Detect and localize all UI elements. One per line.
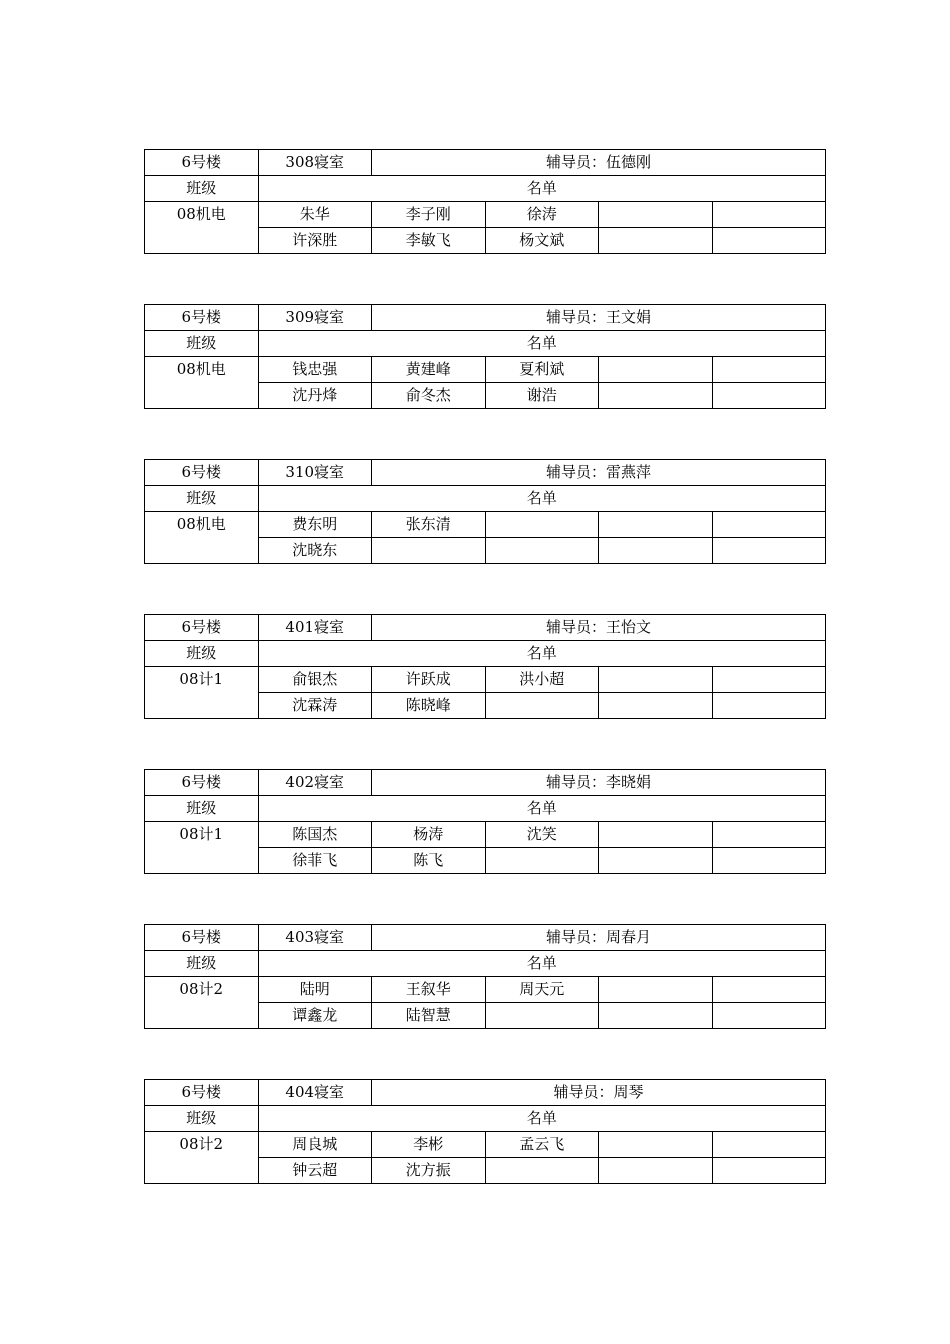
student-name-cell (712, 848, 826, 874)
dorm-table (144, 149, 826, 254)
counselor-label: 辅导员： (553, 1083, 614, 1101)
building-cell: 6号楼 (145, 925, 259, 951)
class-cell: 08计2 (145, 1132, 259, 1184)
building-cell: 6号楼 (145, 460, 259, 486)
student-name-cell: 沈丹烽 (258, 383, 372, 409)
student-name-cell: 费东明 (258, 512, 372, 538)
student-name-cell (712, 202, 826, 228)
student-name-cell (599, 202, 713, 228)
class-header: 班级 (145, 331, 259, 357)
student-name-cell (712, 512, 826, 538)
dorm-header-row (145, 305, 826, 331)
room-cell: 309寝室 (258, 305, 372, 331)
roster-header: 名单 (258, 1106, 826, 1132)
building-cell: 6号楼 (145, 1080, 259, 1106)
building-cell: 6号楼 (145, 305, 259, 331)
student-name-cell (599, 1158, 713, 1184)
counselor-name: 伍德刚 (606, 153, 652, 171)
counselor-label: 辅导员： (546, 618, 607, 636)
counselor-cell (372, 770, 826, 796)
dorm-header-row (145, 615, 826, 641)
roster-row (145, 667, 826, 693)
building-cell: 6号楼 (145, 770, 259, 796)
student-name-cell (485, 848, 599, 874)
student-name-cell: 钱忠强 (258, 357, 372, 383)
class-cell: 08机电 (145, 357, 259, 409)
student-name-cell (599, 667, 713, 693)
room-cell: 310寝室 (258, 460, 372, 486)
counselor-cell (372, 615, 826, 641)
student-name-cell: 陆明 (258, 977, 372, 1003)
student-name-cell: 李子刚 (372, 202, 486, 228)
student-name-cell: 徐涛 (485, 202, 599, 228)
column-header-row (145, 641, 826, 667)
student-name-cell: 陈晓峰 (372, 693, 486, 719)
student-name-cell (712, 228, 826, 254)
class-cell: 08计1 (145, 667, 259, 719)
student-name-cell (599, 538, 713, 564)
room-cell: 404寝室 (258, 1080, 372, 1106)
dorm-header-row (145, 460, 826, 486)
student-name-cell: 陈飞 (372, 848, 486, 874)
student-name-cell: 俞冬杰 (372, 383, 486, 409)
class-cell: 08机电 (145, 512, 259, 564)
room-cell: 401寝室 (258, 615, 372, 641)
roster-header: 名单 (258, 796, 826, 822)
student-name-cell: 周天元 (485, 977, 599, 1003)
student-name-cell (712, 357, 826, 383)
class-header: 班级 (145, 176, 259, 202)
student-name-cell: 周良城 (258, 1132, 372, 1158)
room-cell: 308寝室 (258, 150, 372, 176)
column-header-row (145, 486, 826, 512)
student-name-cell (712, 693, 826, 719)
student-name-cell (712, 1132, 826, 1158)
student-name-cell: 沈霖涛 (258, 693, 372, 719)
counselor-cell (372, 1080, 826, 1106)
student-name-cell (599, 357, 713, 383)
counselor-label: 辅导员： (546, 773, 607, 791)
room-cell: 403寝室 (258, 925, 372, 951)
dorm-header-row (145, 770, 826, 796)
dorm-table (144, 769, 826, 874)
student-name-cell (485, 1003, 599, 1029)
counselor-label: 辅导员： (546, 153, 607, 171)
dorm-header-row (145, 925, 826, 951)
dorm-table (144, 1079, 826, 1184)
roster-header: 名单 (258, 641, 826, 667)
student-name-cell (712, 1158, 826, 1184)
counselor-cell (372, 150, 826, 176)
class-cell: 08计1 (145, 822, 259, 874)
student-name-cell (599, 822, 713, 848)
student-name-cell (485, 1158, 599, 1184)
student-name-cell (599, 383, 713, 409)
student-name-cell (599, 228, 713, 254)
roster-row (145, 822, 826, 848)
student-name-cell: 张东清 (372, 512, 486, 538)
counselor-cell (372, 305, 826, 331)
roster-row (145, 1132, 826, 1158)
student-name-cell: 谭鑫龙 (258, 1003, 372, 1029)
building-cell: 6号楼 (145, 615, 259, 641)
roster-row (145, 977, 826, 1003)
dorm-header-row (145, 1080, 826, 1106)
counselor-name: 李晓娟 (606, 773, 652, 791)
student-name-cell (712, 1003, 826, 1029)
student-name-cell (712, 538, 826, 564)
roster-header: 名单 (258, 486, 826, 512)
counselor-name: 王文娟 (606, 308, 652, 326)
student-name-cell: 洪小超 (485, 667, 599, 693)
student-name-cell (712, 667, 826, 693)
student-name-cell (712, 977, 826, 1003)
column-header-row (145, 796, 826, 822)
student-name-cell: 沈晓东 (258, 538, 372, 564)
student-name-cell: 许跃成 (372, 667, 486, 693)
student-name-cell: 李敏飞 (372, 228, 486, 254)
dorm-table (144, 459, 826, 564)
class-header: 班级 (145, 951, 259, 977)
student-name-cell (485, 538, 599, 564)
student-name-cell (372, 538, 486, 564)
student-name-cell (599, 1132, 713, 1158)
dorm-table (144, 614, 826, 719)
roster-row (145, 357, 826, 383)
student-name-cell (599, 977, 713, 1003)
student-name-cell: 夏利斌 (485, 357, 599, 383)
counselor-name: 周春月 (606, 928, 652, 946)
student-name-cell (485, 693, 599, 719)
student-name-cell: 李彬 (372, 1132, 486, 1158)
roster-header: 名单 (258, 176, 826, 202)
student-name-cell (712, 822, 826, 848)
student-name-cell: 徐菲飞 (258, 848, 372, 874)
dorm-table (144, 924, 826, 1029)
student-name-cell: 朱华 (258, 202, 372, 228)
student-name-cell: 谢浩 (485, 383, 599, 409)
student-name-cell (599, 848, 713, 874)
student-name-cell: 孟云飞 (485, 1132, 599, 1158)
student-name-cell: 王叙华 (372, 977, 486, 1003)
student-name-cell: 沈方振 (372, 1158, 486, 1184)
building-cell: 6号楼 (145, 150, 259, 176)
class-cell: 08计2 (145, 977, 259, 1029)
student-name-cell (599, 512, 713, 538)
dorm-roster-document (144, 149, 825, 1234)
counselor-label: 辅导员： (546, 308, 607, 326)
student-name-cell: 沈笑 (485, 822, 599, 848)
student-name-cell (599, 693, 713, 719)
room-cell: 402寝室 (258, 770, 372, 796)
class-header: 班级 (145, 641, 259, 667)
counselor-name: 雷燕萍 (606, 463, 652, 481)
counselor-cell (372, 925, 826, 951)
student-name-cell: 黄建峰 (372, 357, 486, 383)
roster-header: 名单 (258, 331, 826, 357)
student-name-cell: 杨文斌 (485, 228, 599, 254)
column-header-row (145, 951, 826, 977)
counselor-label: 辅导员： (546, 463, 607, 481)
class-header: 班级 (145, 796, 259, 822)
dorm-table (144, 304, 826, 409)
counselor-name: 王怡文 (606, 618, 652, 636)
dorm-header-row (145, 150, 826, 176)
student-name-cell: 杨涛 (372, 822, 486, 848)
counselor-label: 辅导员： (546, 928, 607, 946)
student-name-cell: 俞银杰 (258, 667, 372, 693)
class-header: 班级 (145, 1106, 259, 1132)
roster-row (145, 512, 826, 538)
student-name-cell (712, 383, 826, 409)
counselor-name: 周琴 (613, 1083, 644, 1101)
student-name-cell (599, 1003, 713, 1029)
class-header: 班级 (145, 486, 259, 512)
student-name-cell: 钟云超 (258, 1158, 372, 1184)
student-name-cell: 许深胜 (258, 228, 372, 254)
student-name-cell: 陈国杰 (258, 822, 372, 848)
column-header-row (145, 1106, 826, 1132)
student-name-cell (485, 512, 599, 538)
roster-row (145, 202, 826, 228)
counselor-cell (372, 460, 826, 486)
column-header-row (145, 331, 826, 357)
roster-header: 名单 (258, 951, 826, 977)
column-header-row (145, 176, 826, 202)
class-cell: 08机电 (145, 202, 259, 254)
student-name-cell: 陆智慧 (372, 1003, 486, 1029)
